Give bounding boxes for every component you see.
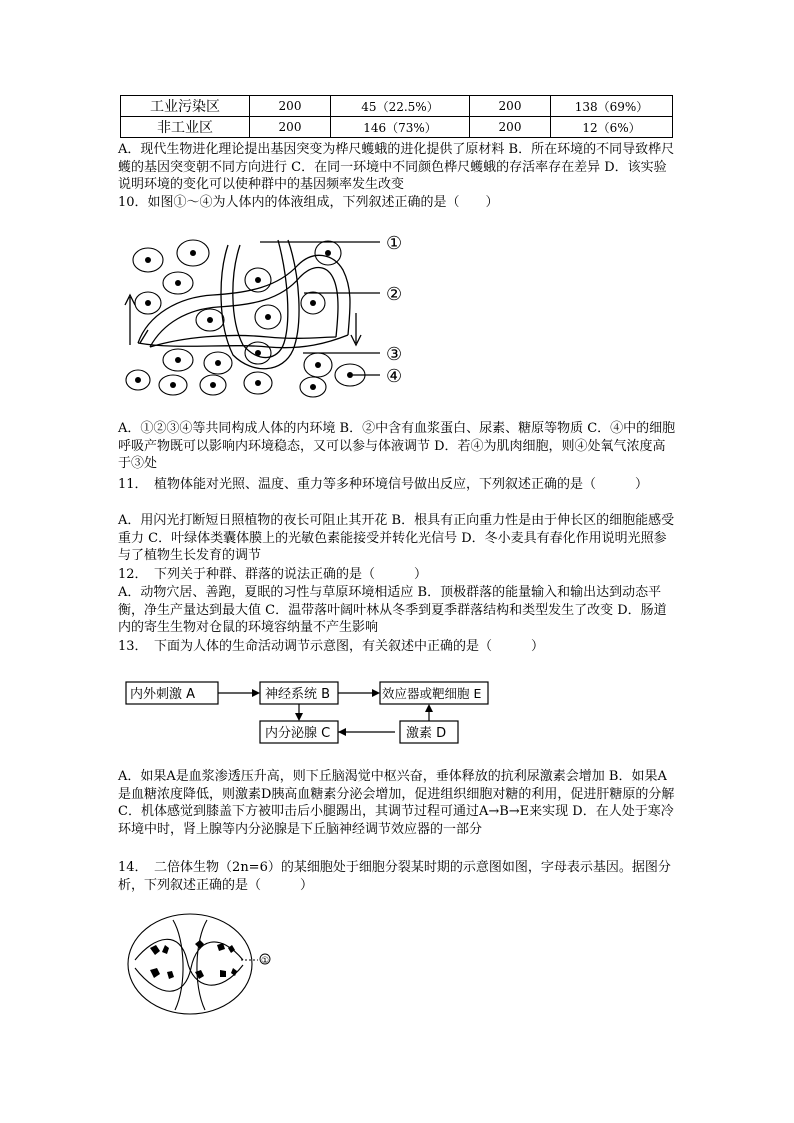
cell-division-diagram — [125, 910, 285, 1022]
box-d: 激素 D — [406, 726, 447, 741]
box-a: 内外刺激 A — [130, 687, 196, 702]
table-cell: 146（73%） — [331, 117, 470, 138]
moth-data-table — [120, 95, 673, 138]
table-cell: 138（69%） — [551, 96, 673, 117]
label-2: ② — [386, 284, 403, 305]
table-cell: 200 — [470, 96, 551, 117]
table-cell: 工业污染区 — [121, 96, 250, 117]
box-b: 神经系统 B — [265, 687, 331, 702]
q10-options: A．①②③④等共同构成人体的内环境 B．②中含有血浆蛋白、尿素、糖原等物质 C．④中的细胞呼吸产物既可以影响内环境稳态，又可以参与体液调节 D．若④为肌肉细胞，则④处氧气浓度高于③处 — [118, 421, 676, 471]
q11-options: A．用闪光打断短日照植物的夜长可阻止其开花 B．根具有正向重力性是由于伸长区的细胞能感受重力 C．叶绿体类囊体膜上的光敏色素能接受并转化光信号 D．冬小麦具有春化作用说明光照参与了植物生长发育的调节 — [118, 513, 675, 563]
q14-stem: 14． 二倍体生物（2n=6）的某细胞处于细胞分裂某时期的示意图如图，字母表示基因。据图分析，下列叙述正确的是（ ） — [118, 860, 671, 893]
label-3: ③ — [386, 344, 403, 365]
label-1: ① — [386, 233, 403, 254]
table-cell: 200 — [250, 96, 331, 117]
q13-options: A．如果A是血浆渗透压升高，则下丘脑渴觉中枢兴奋，垂体释放的抗利尿激素会增加 B．如果A是血糖浓度降低，则激素D胰高血糖素分泌会增加，促进组织细胞对糖的利用，促进肝糖原的分解 C．机体感觉到膝盖下方被叩击后小腿踢出，其调节过程可通过A→B→E来实现 D．在人处于寒冷环境中时，肾上腺等内分泌腺是下丘脑神经调节效应器的一部分 — [118, 769, 675, 837]
table-row — [121, 96, 673, 117]
table-cell: 200 — [470, 117, 551, 138]
body-fluid-diagram — [118, 225, 418, 400]
table-cell: 45（22.5%） — [331, 96, 470, 117]
table-row — [121, 117, 673, 138]
table-cell: 非工业区 — [121, 117, 250, 138]
table-cell: 200 — [250, 117, 331, 138]
q12-stem: 12． 下列关于种群、群落的说法正确的是（ ） — [118, 567, 428, 582]
q11-stem: 11． 植物体能对光照、温度、重力等多种环境信号做出反应，下列叙述正确的是（ ） — [118, 477, 649, 492]
label-1: ① — [261, 956, 270, 966]
q13-stem: 13． 下面为人体的生命活动调节示意图，有关叙述中正确的是（ ） — [118, 639, 545, 654]
regulation-diagram — [118, 676, 508, 750]
table-cell: 12（6%） — [551, 117, 673, 138]
q12-options: A．动物穴居、善跑，夏眠的习性与草原环境相适应 B．顶极群落的能量输入和输出达到动态平衡，净生产量达到最大值 C．温带落叶阔叶林从冬季到夏季群落结构和类型发生了改变 D．肠道内的寄生生物对仓鼠的环境容纳量不产生影响 — [118, 585, 667, 635]
label-4: ④ — [386, 366, 403, 387]
q10-stem: 10．如图①～④为人体内的体液组成，下列叙述正确的是（ ） — [118, 195, 499, 210]
box-c: 内分泌腺 C — [265, 726, 331, 741]
q9-options: A．现代生物进化理论提出基因突变为桦尺蠖蛾的进化提供了原材料 B．所在环境的不同导致桦尺蠖的基因突变朝不同方向进行 C．在同一环境中不同颜色桦尺蠖蛾的存活率存在差异 D．该实验说明环境的变化可以使种群中的基因频率发生改变 — [118, 142, 675, 192]
box-e: 效应器或靶细胞 E — [382, 686, 482, 701]
